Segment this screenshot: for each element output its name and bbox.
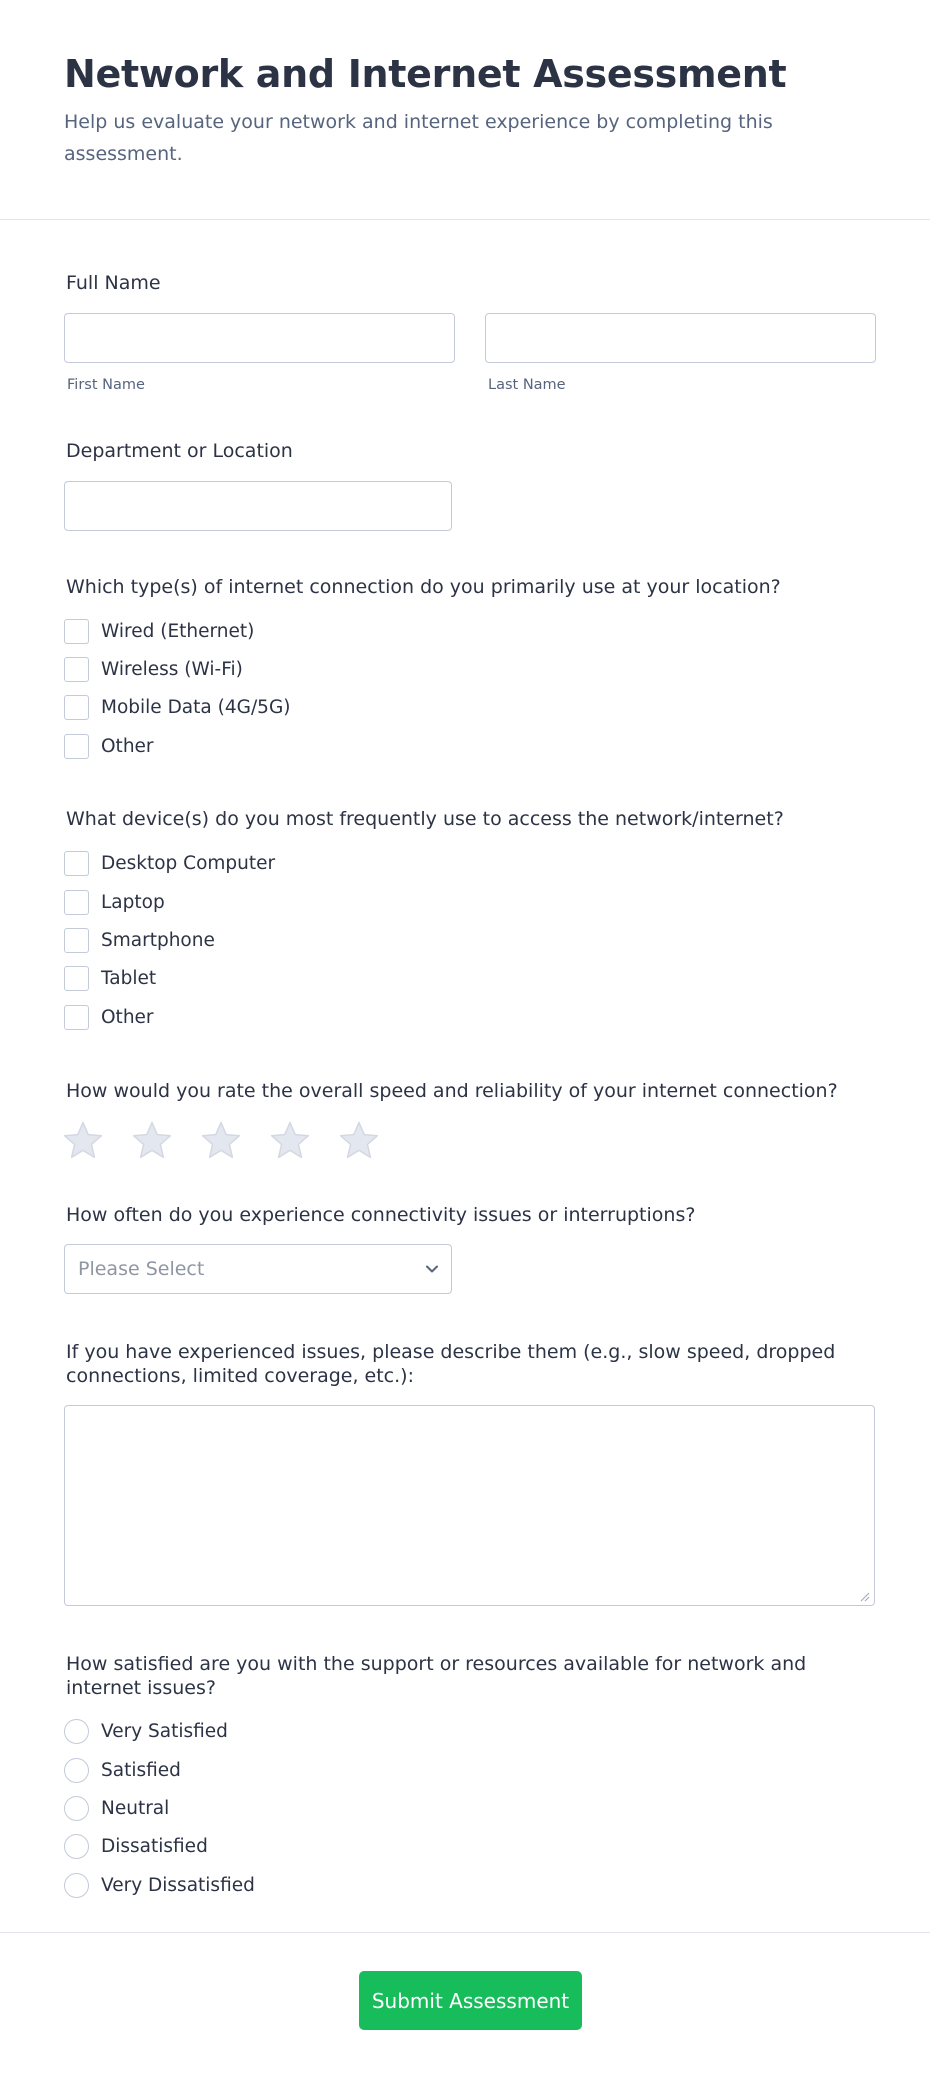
checkbox[interactable]: [64, 1005, 89, 1030]
issues-question: If you have experienced issues, please describe them (e.g., slow speed, dropped connections, limited coverage, etc.):: [66, 1341, 836, 1387]
connection-option-wired[interactable]: [64, 618, 254, 644]
option-label: Other: [101, 735, 154, 757]
checkbox[interactable]: [64, 734, 89, 759]
option-label: Tablet: [101, 967, 157, 989]
rating-question: How would you rate the overall speed and reliability of your internet connection?: [66, 1080, 838, 1102]
star-icon[interactable]: [200, 1120, 242, 1160]
option-label: Dissatisfied: [101, 1835, 208, 1857]
chevron-down-icon: [425, 1262, 439, 1276]
option-label: Satisfied: [101, 1759, 181, 1781]
option-label: Laptop: [101, 891, 165, 913]
option-label: Mobile Data (4G/5G): [101, 696, 291, 718]
submit-button[interactable]: Submit Assessment: [359, 1971, 582, 2030]
satisfaction-option-very-satisfied[interactable]: [64, 1718, 228, 1744]
option-label: Very Satisfied: [101, 1720, 228, 1742]
form-header: [0, 0, 930, 220]
option-label: Wireless (Wi-Fi): [101, 658, 243, 680]
frequency-question: How often do you experience connectivity issues or interruptions?: [66, 1204, 696, 1226]
checkbox[interactable]: [64, 657, 89, 682]
radio-button[interactable]: [64, 1719, 89, 1744]
full-name-label: Full Name: [66, 272, 161, 294]
frequency-select[interactable]: [64, 1244, 452, 1294]
satisfaction-option-neutral[interactable]: [64, 1795, 169, 1821]
resize-grip-icon[interactable]: [858, 1590, 870, 1602]
checkbox[interactable]: [64, 966, 89, 991]
option-label: Wired (Ethernet): [101, 620, 255, 642]
device-option-other[interactable]: [64, 1004, 154, 1030]
satisfaction-option-satisfied[interactable]: [64, 1757, 181, 1783]
satisfaction-option-dissatisfied[interactable]: [64, 1833, 208, 1859]
connection-option-mobile-data[interactable]: [64, 694, 291, 720]
last-name-sublabel: Last Name: [488, 377, 566, 393]
checkbox[interactable]: [64, 928, 89, 953]
checkbox[interactable]: [64, 851, 89, 876]
footer-divider: [0, 1932, 930, 1933]
radio-button[interactable]: [64, 1796, 89, 1821]
device-option-desktop[interactable]: [64, 850, 275, 876]
option-label: Very Dissatisfied: [101, 1874, 255, 1896]
radio-button[interactable]: [64, 1834, 89, 1859]
star-rating[interactable]: [62, 1120, 407, 1160]
connection-question: Which type(s) of internet connection do you primarily use at your location?: [66, 576, 781, 598]
checkbox[interactable]: [64, 890, 89, 915]
connection-option-other[interactable]: [64, 733, 154, 759]
devices-question: What device(s) do you most frequently use to access the network/internet?: [66, 808, 784, 830]
checkbox[interactable]: [64, 695, 89, 720]
first-name-sublabel: First Name: [67, 377, 145, 393]
device-option-smartphone[interactable]: [64, 927, 215, 953]
satisfaction-question: How satisfied are you with the support or resources available for network and internet issues?: [66, 1653, 807, 1699]
option-label: Desktop Computer: [101, 852, 276, 874]
star-icon[interactable]: [338, 1120, 380, 1160]
checkbox[interactable]: [64, 619, 89, 644]
star-icon[interactable]: [62, 1120, 104, 1160]
department-label: Department or Location: [66, 440, 293, 462]
last-name-input[interactable]: [485, 313, 876, 363]
connection-option-wireless[interactable]: [64, 656, 243, 682]
page-title: Network and Internet Assessment: [64, 52, 787, 96]
radio-button[interactable]: [64, 1758, 89, 1783]
device-option-tablet[interactable]: [64, 965, 156, 991]
radio-button[interactable]: [64, 1873, 89, 1898]
select-value: Please Select: [78, 1258, 205, 1280]
issues-textarea[interactable]: [64, 1405, 875, 1606]
option-label: Neutral: [101, 1797, 170, 1819]
page-subtitle: Help us evaluate your network and internet experience by completing this assessment.: [64, 111, 773, 165]
first-name-input[interactable]: [64, 313, 455, 363]
star-icon[interactable]: [269, 1120, 311, 1160]
department-input[interactable]: [64, 481, 452, 531]
satisfaction-option-very-dissatisfied[interactable]: [64, 1872, 255, 1898]
star-icon[interactable]: [131, 1120, 173, 1160]
option-label: Other: [101, 1006, 154, 1028]
option-label: Smartphone: [101, 929, 215, 951]
device-option-laptop[interactable]: [64, 889, 165, 915]
